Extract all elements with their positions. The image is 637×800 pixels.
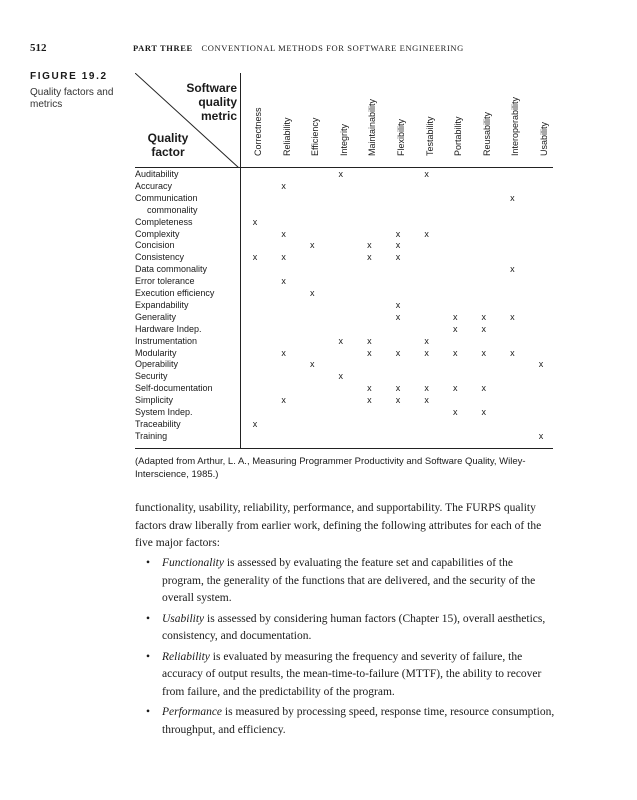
cell-mark: x [367,240,372,251]
cell-mark: x [367,347,372,358]
row-label: Traceability [135,418,181,429]
row-label: Complexity [135,228,180,239]
cell-mark: x [367,383,372,394]
cell-mark: x [395,228,401,239]
table-row [135,406,553,418]
table-row [135,347,553,359]
table-row [135,323,553,335]
table-row [135,192,553,204]
cell-mark: x [395,311,401,322]
furps-bullet-list [146,555,556,742]
cell-mark: x [510,192,515,203]
column-header [449,66,469,156]
table-row [135,204,553,216]
part-label: PART THREE [133,43,193,53]
column-header-label: Efficiency [310,117,321,156]
cell-mark: x [510,347,515,358]
cell-mark: x [395,347,401,358]
cell-mark: x [452,311,458,322]
column-header [478,66,498,156]
cell-mark: x [281,180,286,191]
table-row [135,418,553,430]
column-header-label: Portability [453,116,464,156]
cell-mark: x [309,359,315,370]
table-row [135,251,553,263]
row-label: Auditability [135,169,179,179]
row-label: Self-documentation [135,383,213,394]
cell-mark: x [452,383,458,394]
row-label: commonality [147,204,198,215]
row-label: Concision [135,240,175,251]
cell-mark: x [309,240,315,251]
bullet-text: is evaluated by measuring the frequency and severity of failure, the accuracy of output results, the mean-time-to-failure (MTTF), the ability to recover from failure, and the predictability of the program. [162,650,542,698]
cell-mark: x [481,407,487,417]
cell-mark: x [338,371,344,382]
table-bottom-rule [135,448,553,449]
cell-mark: x [338,169,344,179]
cell-mark: x [510,311,515,322]
row-label: Accuracy [135,180,173,191]
bullet-text: is measured by processing speed, response time, resource consumption, throughput, and efficiency. [162,706,555,736]
bullet-term: Functionality [162,557,224,569]
cell-mark: x [424,395,429,406]
cell-mark: x [481,311,487,322]
bullet-term: Usability [162,612,205,625]
row-label: Data commonality [135,264,208,275]
cell-mark: x [481,323,487,334]
cell-mark: x [338,335,344,346]
page-number: 512 [30,42,47,54]
table-row [135,180,553,192]
row-label: Execution efficiency [135,288,215,298]
cell-mark: x [424,169,429,179]
row-label: Security [135,371,168,382]
cell-mark: x [395,252,401,263]
running-title [133,43,464,53]
bullet-term: Reliability [162,650,210,663]
cell-mark: x [281,395,286,406]
cell-mark: x [424,383,429,394]
row-label: Training [135,430,168,441]
table-row [135,382,553,394]
cell-mark: x [452,347,458,358]
column-header [249,66,269,156]
column-header [421,66,441,156]
row-label: Operability [135,359,179,370]
chapter-title: CONVENTIONAL METHODS FOR SOFTWARE ENGINEERING [201,43,464,53]
metric-axis-label: Software quality metric [186,81,237,123]
table-row [135,394,553,406]
row-label: Hardware Indep. [135,323,202,334]
table-row [135,335,553,347]
column-header-label: Integrity [338,123,349,156]
figure-caption: Quality factors and metrics [30,87,114,110]
cell-mark: x [252,216,258,227]
column-header-label: Reliability [281,117,292,156]
row-label: Consistency [135,252,185,263]
cell-mark: x [367,395,372,406]
table-row [135,275,553,287]
cell-mark: x [538,430,544,441]
cell-mark: x [481,347,487,358]
table-row [135,299,553,311]
row-label: Simplicity [135,395,174,406]
table-row [135,311,553,323]
running-header [30,42,590,56]
cell-mark: x [281,276,286,287]
row-label: Generality [135,311,177,322]
cell-mark: x [452,407,458,417]
column-header-label: Interoperability [510,96,521,156]
column-header-label: Usability [539,121,549,156]
figure-label: FIGURE 19.2 [30,71,108,82]
row-label: Instrumentation [135,335,198,346]
factor-axis-label: Quality factor [147,131,189,159]
bullet-text: is assessed by evaluating the feature set and capabilities of the program, the generality of the functions that are delivered, and the security of the overall system. [162,557,536,604]
cell-mark: x [252,252,258,263]
quality-factor-table [135,73,553,449]
row-label: Expandability [135,299,189,310]
column-header [392,66,412,156]
cell-mark: x [538,359,544,370]
row-label: Error tolerance [135,276,195,287]
table-row [135,263,553,275]
bullet-text: is assessed by considering human factors (Chapter 15), overall aesthetics, consistency, and documentation. [162,612,546,642]
table-row [135,358,553,370]
cell-mark: x [481,383,487,394]
table-row [135,228,553,240]
column-header [306,66,326,156]
cell-mark: x [395,395,401,406]
row-label: System Indep. [135,407,193,417]
bullet-item [146,649,556,702]
column-header [335,66,355,156]
cell-mark: x [424,335,429,346]
column-header [278,66,298,156]
column-header [363,66,383,156]
bullet-term: Performance [162,706,223,718]
cell-mark: x [395,383,401,394]
cell-mark: x [424,347,429,358]
row-label: Completeness [135,216,193,227]
cell-mark: x [452,323,458,334]
cell-mark: x [252,418,258,429]
table-row [135,168,553,180]
row-label: Modularity [135,347,177,358]
cell-mark: x [281,347,286,358]
column-header [506,66,526,156]
cell-mark: x [367,335,372,346]
column-header-label: Reusability [481,111,492,156]
row-label: Communication [135,192,198,203]
cell-mark: x [510,264,515,275]
figure-source-note: (Adapted from Arthur, L. A., Measuring Programmer Productivity and Software Quality, Wiley-Interscience, 1985.) [135,456,526,480]
cell-mark: x [309,288,315,298]
bullet-item [146,611,556,646]
column-header-label: Correctness [253,107,263,156]
column-header-label: Testability [424,116,435,156]
table-row [135,216,553,228]
cell-mark: x [395,240,401,251]
table-row [135,430,553,442]
column-header-label: Maintainability [367,98,378,156]
bullet-item [146,555,556,608]
bullet-item [146,704,556,739]
column-header-label: Flexibility [396,118,406,156]
column-header [535,66,555,156]
table-row [135,370,553,382]
cell-mark: x [367,252,372,263]
cell-mark: x [281,228,286,239]
cell-mark: x [395,299,401,310]
table-row [135,239,553,251]
table-row [135,287,553,299]
cell-mark: x [424,228,429,239]
body-paragraph: functionality, usability, reliability, performance, and supportability. The FURPS quality factors draw liberally from earlier work, defining the following attributes for each of the five major factors: [135,502,542,549]
cell-mark: x [281,252,286,263]
